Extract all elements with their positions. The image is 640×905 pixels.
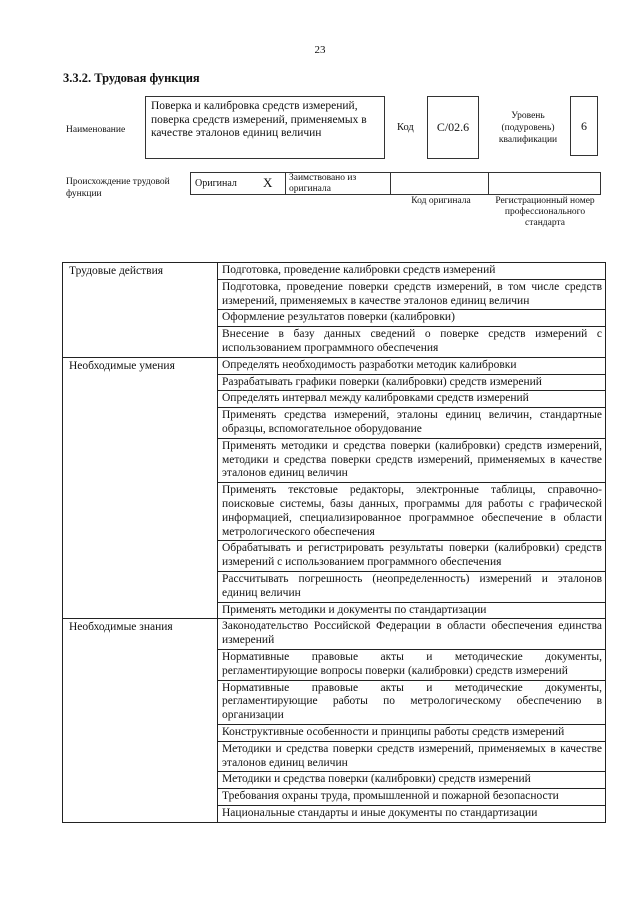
table-row: Методики и средства поверки (калибровки) средств измерений	[218, 772, 605, 789]
table-row: Определять необходимость разработки методик калибровки	[218, 358, 605, 375]
table-row: Внесение в базу данных сведений о поверке средств измерений с использованием программного обеспечения	[222, 328, 602, 354]
table-row: Применять средства измерений, эталоны единиц величин, стандартные образцы, вспомогательное оборудование	[218, 408, 605, 439]
table-row: Национальные стандарты и иные документы по стандартизации	[222, 806, 538, 819]
table-row: Применять методики и документы по стандартизации	[222, 603, 487, 616]
category-label: Трудовые действия	[63, 263, 218, 357]
table-row: Нормативные правовые акты и методические документы, регламентирующие вопросы поверки (калибровки) средств измерений	[218, 650, 605, 681]
code-value-box: С/02.6	[427, 96, 479, 159]
table-row: Обрабатывать и регистрировать результаты поверки (калибровки) средств измерений с использованием программного обеспечения	[218, 541, 605, 572]
labor-function-table	[62, 262, 606, 823]
code-label: Код	[397, 122, 414, 133]
items-column	[218, 263, 605, 357]
category-label: Необходимые знания	[63, 619, 218, 821]
items-column	[218, 619, 605, 821]
category-label: Необходимые умения	[63, 358, 218, 619]
code-original-cell	[391, 173, 489, 194]
section-title: 3.3.2. Трудовая функция	[63, 71, 200, 85]
reg-number-cell	[489, 173, 600, 194]
name-label: Наименование	[66, 125, 126, 135]
level-label: Уровень (подуровень) квалификации	[498, 111, 558, 145]
origin-row	[190, 172, 601, 195]
code-original-caption: Код оригинала	[411, 196, 471, 206]
level-value-box: 6	[570, 96, 598, 156]
table-group	[63, 358, 605, 620]
table-row: Нормативные правовые акты и методические документы, регламентирующие работы по метрологическому обеспечению в организации	[218, 681, 605, 725]
table-row: Конструктивные особенности и принципы работы средств измерений	[218, 725, 605, 742]
table-row: Требования охраны труда, промышленной и пожарной безопасности	[218, 789, 605, 806]
table-row: Определять интервал между калибровками средств измерений	[218, 391, 605, 408]
table-row: Применять методики и средства поверки (калибровки) средств измерений, методики и средства поверки средств измерений, применяемых в качестве эталонов единиц величин	[218, 439, 605, 483]
table-row: Подготовка, проведение калибровки средств измерений	[218, 263, 605, 280]
table-group	[63, 619, 605, 821]
table-row: Законодательство Российской Федерации в области обеспечения единства измерений	[218, 619, 605, 650]
reg-number-caption: Регистрационный номер профессионального стандарта	[495, 196, 595, 228]
table-row: Применять текстовые редакторы, электронные таблицы, справочно-поисковые системы, базы данных, программы для работы с графической информацией, специализированное программное обеспечение в области метрологического обеспечения	[218, 483, 605, 541]
table-row: Методики и средства поверки средств измерений, применяемых в качестве эталонов единиц величин	[218, 742, 605, 773]
borrowed-label: Заимствовано из оригинала	[286, 173, 391, 194]
origin-label: Происхождение трудовой функции	[66, 177, 170, 199]
table-group	[63, 263, 605, 358]
function-name-box: Поверка и калибровка средств измерений, поверка средств измерений, применяемых в качестве эталонов единиц величин	[145, 96, 385, 159]
table-row: Рассчитывать погрешность (неопределенность) измерений и эталонов единиц величин	[218, 572, 605, 603]
items-column	[218, 358, 605, 619]
original-label: Оригинал	[191, 173, 286, 194]
table-row: Разрабатывать графики поверки (калибровки) средств измерений	[218, 375, 605, 392]
table-row: Оформление результатов поверки (калибровки)	[218, 310, 605, 327]
page-number: 23	[314, 44, 326, 56]
original-mark: X	[263, 175, 273, 190]
table-row: Подготовка, проведение поверки средств измерений, в том числе средств измерений, применяемых в качестве эталонов единиц величин	[218, 280, 605, 311]
